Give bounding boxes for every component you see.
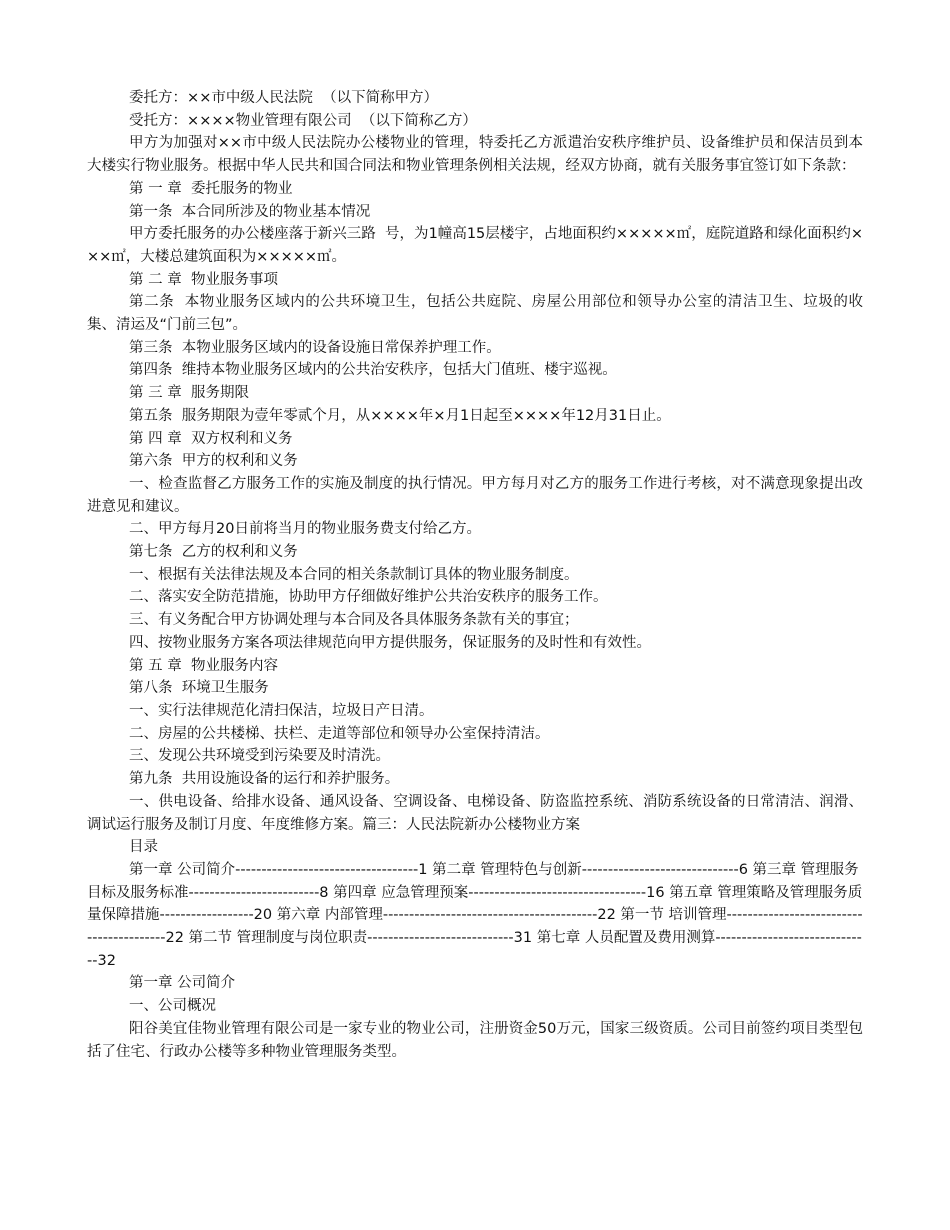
article-7-item-3: 三、有义务配合甲方协调处理与本合同及各具体服务条款有关的事宜； [129,612,579,629]
article-9-heading: 第九条 共用设施设备的运行和养护服务。 [129,771,400,788]
company-overview-heading: 一、公司概况 [129,998,217,1015]
article-7-item-1: 一、根据有关法律法规及本合同的相关条款制订具体的物业服务制度。 [129,566,579,583]
article-6-heading: 第六条 甲方的权利和义务 [129,453,298,470]
toc-heading: 目录 [129,839,159,856]
article-1-body: 甲方委托服务的办公楼座落于新兴三路 号，为1幢高15层楼宇，占地面积约×××××㎡，庭院道路和绿化面积约×××㎡，大楼总建筑面积为×××××㎡。 [87,226,863,265]
article-7-item-2: 二、落实安全防范措施，协助甲方仔细做好维护公共治安秩序的服务工作。 [129,589,608,606]
company-chapter-heading: 第一章 公司简介 [129,975,236,992]
article-8-item-3: 三、发现公共环境受到污染要及时清洗。 [129,748,391,765]
article-3: 第三条 本物业服务区域内的设备设施日常保养护理工作。 [129,339,501,356]
toc-entries: 第一章 公司简介-----------------------------------1 第二章 管理特色与创新------------------------------6 第三章 管理服务目标及服务标准-------------------------8 第四章 应急管理预案----------------------------------16 第五章 管理策略及管理服务质量保障措施------------------20 第六章 内部管理-----------------------------------------22 第一节 培训管理-----------------------------------------22 第二节 管理制度与岗位职责----------------------------31 第七章 人员配置及费用测算------------------------------32 [87,861,863,969]
article-8-item-1: 一、实行法律规范化清扫保洁，垃圾日产日清。 [129,702,434,719]
article-7-item-4: 四、按物业服务方案各项法律规范向甲方提供服务，保证服务的及时性和有效性。 [129,634,652,651]
document-body [87,87,863,1063]
article-6-item-2: 二、甲方每月20日前将当月的物业服务费支付给乙方。 [129,521,481,538]
party-a-line: 委托方：××市中级人民法院 （以下简称甲方） [129,90,439,106]
chapter-3-heading: 第 三 章 服务期限 [129,385,249,402]
article-7-heading: 第七条 乙方的权利和义务 [129,544,298,561]
company-overview-body: 阳谷美宜佳物业管理有限公司是一家专业的物业公司，注册资金50万元，国家三级资质。公司目前签约项目类型包括了住宅、行政办公楼等多种物业管理服务类型。 [87,1020,863,1060]
article-4: 第四条 维持本物业服务区域内的公共治安秩序，包括大门值班、楼宇巡视。 [129,362,617,379]
chapter-1-heading: 第 一 章 委托服务的物业 [129,180,293,197]
article-9-item-1: 一、供电设备、给排水设备、通风设备、空调设备、电梯设备、防盗监控系统、消防系统设备的日常清洁、润滑、调试运行服务及制订月度、年度维修方案。篇三：人民法院新办公楼物业方案 [87,793,863,833]
article-5: 第五条 服务期限为壹年零贰个月，从××××年×月1日起至××××年12月31日止。 [129,407,671,424]
article-6-item-1: 一、检查监督乙方服务工作的实施及制度的执行情况。甲方每月对乙方的服务工作进行考核，对不满意现象提出改进意见和建议。 [87,475,863,515]
article-8-item-2: 二、房屋的公共楼梯、扶栏、走道等部位和领导办公室保持清洁。 [129,725,550,742]
chapter-4-heading: 第 四 章 双方权利和义务 [129,430,293,447]
chapter-5-heading: 第 五 章 物业服务内容 [129,657,278,674]
article-2: 第二条 本物业服务区域内的公共环境卫生，包括公共庭院、房屋公用部位和领导办公室的清洁卫生、垃圾的收集、清运及“门前三包”。 [87,294,863,334]
chapter-2-heading: 第 二 章 物业服务事项 [129,271,278,288]
party-b-line: 受托方：××××物业管理有限公司 （以下简称乙方） [129,112,477,129]
preamble-paragraph: 甲方为加强对××市中级人民法院办公楼物业的管理，特委托乙方派遣治安秩序维护员、设备维护员和保洁员到本大楼实行物业服务。根据中华人民共和国合同法和物业管理条例相关法规，经双方协商，就有关服务事宜签订如下条款： [87,135,863,175]
article-8-heading: 第八条 环境卫生服务 [129,680,269,697]
article-1-heading: 第一条 本合同所涉及的物业基本情况 [129,203,371,220]
